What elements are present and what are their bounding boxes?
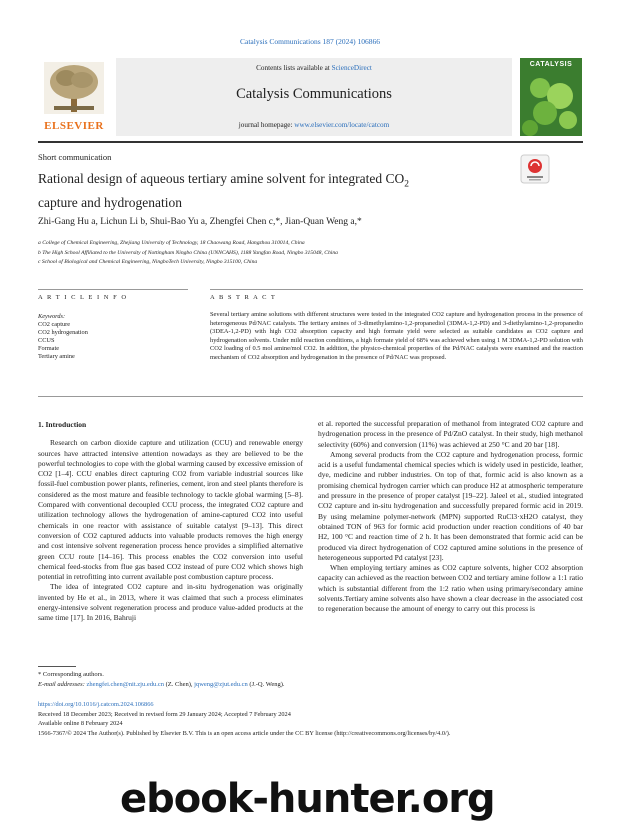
body-column-right xyxy=(318,419,583,615)
contents-line xyxy=(116,64,512,72)
email-link-weng[interactable]: jqweng@zjut.edu.cn xyxy=(194,681,248,688)
title-part-1: Rational design of aqueous tertiary amine solvent for integrated CO xyxy=(38,171,405,186)
journal-cover-image xyxy=(520,58,582,136)
keywords-block xyxy=(38,313,88,361)
affiliation-b: b The High School Affiliated to the University of Nottingham Ningbo China (UNNCAHS), 1188 Yangfan Road, Ningbo 315048, China xyxy=(38,249,338,256)
email-line xyxy=(38,680,285,690)
footnote-rule xyxy=(38,666,76,667)
received-dates: Received 18 December 2023; Received in revised form 29 January 2024; Accepted 7 February 2024 xyxy=(38,710,291,718)
keyword: Tertiary amine xyxy=(38,353,75,360)
keyword: CO2 capture xyxy=(38,321,70,328)
elsevier-logo xyxy=(38,58,110,136)
journal-masthead xyxy=(38,58,583,136)
body-paragraph: Among several products from the CO2 capture and hydrogenation process, formic acid is a useful fundamental chemical species which is widely used in pesticide, leather, dye, medicine and rubber industries. On top of that, formic acid is also known as a promising chemical hydrogen carrier which can produce H2 at atmospheric temperature and pressure in the presence of proper catalyst [19–22]. Jaleel et al., studied integrated CO2 capture and in-situ hydrogenation and successfully prepared formic acid in 2019. By using melamine polymer-network (MPN) supported RuCl3·xH2O catalyst, they obtained TON of 963 for formic acid production under reaction conditions of 40 bar H2, 100 °C and reaction time of 2 h. It has been demonstrated that formic acid can be produced via direct hydrogenation of CO2 captured amine solutions in the presence of heterogeneous supported Pd catalyst [23]. xyxy=(318,449,583,562)
body-column-left xyxy=(38,420,303,624)
corresponding-note: * Corresponding authors. xyxy=(38,671,104,678)
article-footer xyxy=(38,700,450,738)
keywords-label: Keywords: xyxy=(38,313,66,320)
title-part-2: capture and hydrogenation xyxy=(38,194,182,210)
journal-header-box xyxy=(116,58,512,136)
check-for-updates-icon[interactable] xyxy=(520,154,550,184)
doi-link[interactable]: https://doi.org/10.1016/j.catcom.2024.106866 xyxy=(38,701,154,708)
title-subscript: 2 xyxy=(404,179,409,190)
abstract-text: Several tertiary amine solutions with different structures were tested in the integrated CO2 capture and hydrogenation process in the presence of heterogeneous Pd/NAC catalysts. The tertiary amines of 3-dimethylamino-1,2-propanediol (3DMA-1,2-PD) and 3-diethylamino-1,2-propanedio (3DEA-1,2-PD) with high CO2 absorption capacity and high formate yield were selected as suitable candidates as CO2 capture and hydrogenation solvents. Under mild reaction conditions, a high formate yield of 68% was achieved when using 1 M 3DMA-1,2-PD solution with CO2 loading of 0.5 mol amine/mol CO2. In addition, the physico-chemical properties of the Pd/NAC catalysts were examined and the reaction mechanism of CO2 absorption and hydrogenation in the presence of Pd/NAC was proposed. xyxy=(210,311,583,361)
footnote xyxy=(38,670,285,690)
header-rule xyxy=(38,141,583,143)
available-online: Available online 8 February 2024 xyxy=(38,720,123,728)
article-info-rule xyxy=(38,289,188,290)
homepage-link[interactable]: www.elsevier.com/locate/catcom xyxy=(294,121,390,129)
email-suffix: (J.-Q. Weng). xyxy=(247,681,285,688)
journal-reference[interactable]: Catalysis Communications 187 (2024) 106866 xyxy=(240,37,380,46)
author-list: Zhi-Gang Hu a, Lichun Li b, Shui-Bao Yu a, Zhengfei Chen c,*, Jian-Quan Weng a,* xyxy=(38,217,362,227)
affiliation-a: a College of Chemical Engineering, Zhejiang University of Technology, 18 Chaowang Road, Hangzhou 310014, China xyxy=(38,240,305,246)
elsevier-tree-icon xyxy=(44,62,104,114)
article-type: Short communication xyxy=(38,152,112,162)
email-label: E-mail addresses: xyxy=(38,681,87,688)
body-paragraph: Research on carbon dioxide capture and utilization (CCU) and renewable energy sources have attracted intensive attention nowadays as they are believed to be the powerful technologies to cope with the global warming caused by excessive emission of CO2 [1–4]. CCU enables direct capturing CO2 from variable industrial sources like fossil-fuel combustion power plants, refineries, cement, iron and steel plants therefore is considered as the most mature and feasible technology to tackle global warming [5–8]. Compared with conventional decoupled CCU process, the integrated CO2 capture and utilization technology allows the hydrogenation of amine-captured CO2 into useful chemicals in one reactor with assistance of suitable catalyst [9–13]. This direct conversion of CO2 captured adducts into valuable products removes the high energy and cost intensive solvent regeneration process hence provides a simplified alternative green CCU route [14–16]. This process enables the CO2 conversion into useful chemical feed-stocks from flue gas based CO2 instead of pure CO2 which shows high potential in retrofitting into current available post combustion capture process. xyxy=(38,438,303,582)
journal-title: Catalysis Communications xyxy=(236,86,392,102)
body-paragraph: et al. reported the successful preparation of methanol from integrated CO2 capture and hydrogenation process in the presence of Pd/ZnO catalyst. In their study, high methanol selectivity (60%) and conversion (11%) was achieved at 250 °C and 20 bar [18]. xyxy=(318,419,583,449)
abstract-bottom-rule xyxy=(38,396,583,397)
keyword: Formate xyxy=(38,345,59,352)
affiliation-c: c School of Biological and Chemical Engineering, NingboTech University, Ningbo 315100, China xyxy=(38,259,258,265)
homepage-line xyxy=(116,121,512,129)
contents-prefix: Contents lists available at xyxy=(256,64,332,72)
abstract-heading: A B S T R A C T xyxy=(210,294,277,301)
email-link-chen[interactable]: zhengfei.chen@nit.zju.edu.cn xyxy=(86,681,164,688)
article-title xyxy=(38,170,498,212)
body-paragraph: The idea of integrated CO2 capture and in-situ hydrogenation was originally invented by He et al., in 2013, where it was claimed that such a process eliminates energy-intensive solvent regeneration process and produce value-added products at the same time [17]. In 2016, Bahruji xyxy=(38,582,303,623)
abstract-rule xyxy=(210,289,583,290)
keyword: CCUS xyxy=(38,337,55,344)
keyword: CO2 hydrogenation xyxy=(38,329,88,336)
article-info-heading: A R T I C L E I N F O xyxy=(38,294,128,301)
sciencedirect-link[interactable]: ScienceDirect xyxy=(331,64,372,72)
license-line: 1566-7367/© 2024 The Author(s). Published by Elsevier B.V. This is an open access article under the CC BY license (http://creativecommons.org/licenses/by/4.0/). xyxy=(38,729,451,737)
cover-title: CATALYSIS xyxy=(529,61,573,68)
publisher-name: ELSEVIER xyxy=(44,120,104,132)
watermark-text: ebook-hunter.org xyxy=(120,776,495,822)
section-heading: 1. Introduction xyxy=(38,420,87,429)
affiliations xyxy=(38,239,338,268)
email-suffix: (Z. Chen), xyxy=(163,681,195,688)
body-paragraph: When employing tertiary amines as CO2 capture solvents, higher CO2 absorption capacity can achieved as the reaction between CO2 and tertiary amine follow a 1:1 ratio which is substantial different from the 1:2 ratio when using primary/secondary amine solvents.Tertiary amine solvents also have shown a clear decrease in the associated cost to regeneration because the amount of energy to carry out this process is xyxy=(318,563,583,614)
homepage-prefix: journal homepage: xyxy=(238,121,295,129)
